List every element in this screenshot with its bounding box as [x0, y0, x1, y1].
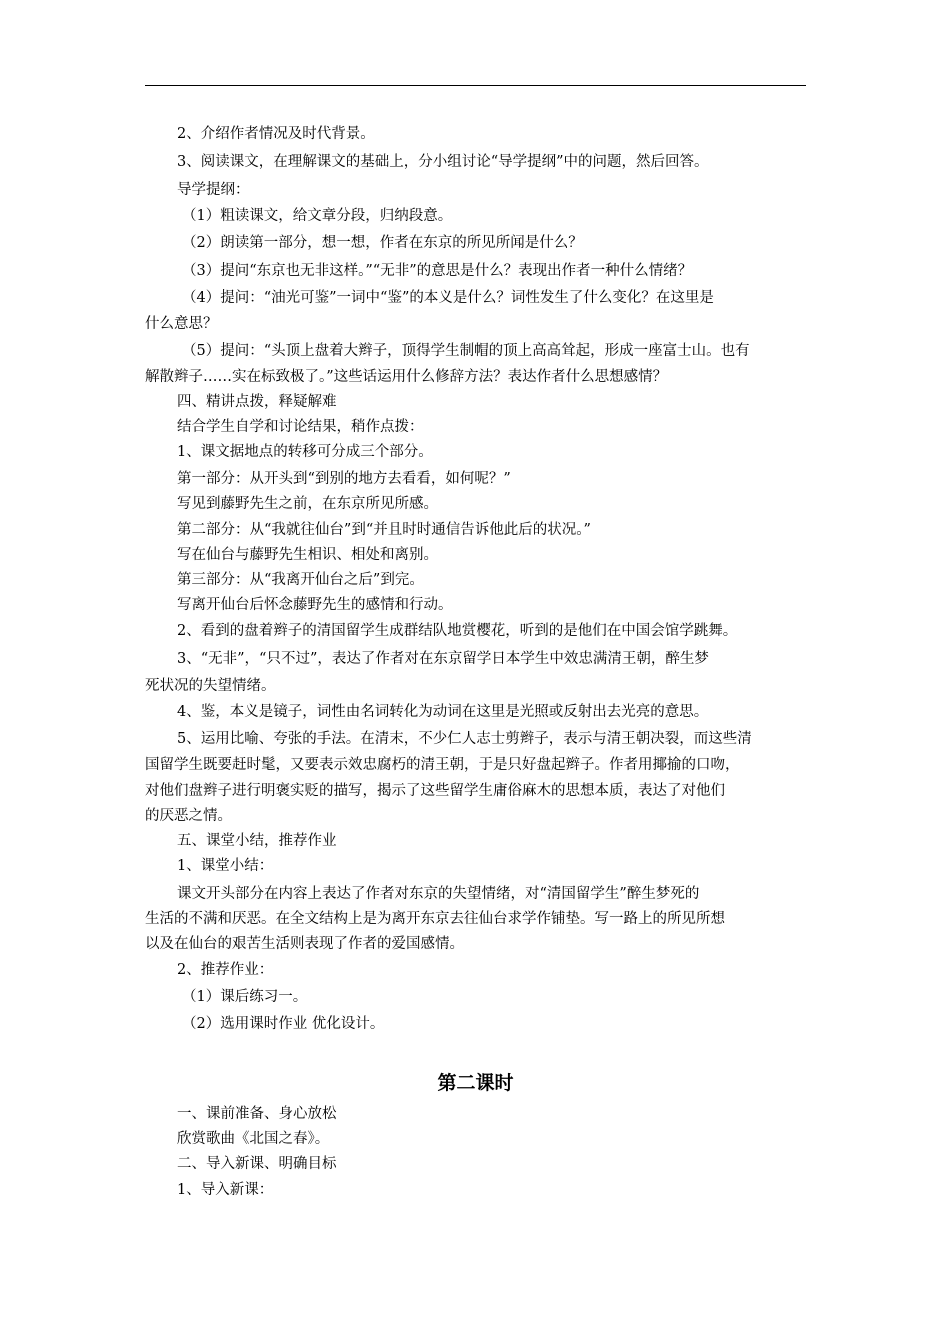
section-heading: 第二课时: [437, 1072, 514, 1094]
text-line: （1）课后练习一。: [182, 989, 308, 1005]
text-line: 写在仙台与藤野先生相识、相处和离别。: [177, 547, 438, 563]
text-line: 死状况的失望情绪。: [145, 678, 276, 694]
text-line: 四、精讲点拨，释疑解难: [177, 394, 337, 410]
text-line: 一、课前准备、身心放松: [177, 1106, 337, 1122]
text-line: 2、推荐作业：: [177, 962, 274, 978]
text-line: 第三部分：从“我离开仙台之后”到完。: [177, 572, 424, 588]
header-rule: [145, 85, 806, 86]
text-line: 2、看到的盘着辫子的清国留学生成群结队地赏樱花，听到的是他们在中国会馆学跳舞。: [177, 623, 738, 639]
text-line: 以及在仙台的艰苦生活则表现了作者的爱国感情。: [145, 936, 464, 952]
text-line: 二、导入新课、明确目标: [177, 1156, 337, 1172]
text-line: 欣赏歌曲《北国之春》。: [177, 1131, 330, 1147]
text-line: 生活的不满和厌恶。在全文结构上是为离开东京去往仙台求学作铺垫。写一路上的所见所想: [145, 911, 725, 927]
text-line: 解散辫子……实在标致极了。”这些话运用什么修辞方法？表达作者什么思想感情？: [145, 369, 668, 385]
text-line: 写离开仙台后怀念藤野先生的感情和行动。: [177, 597, 453, 613]
text-line: 4、鉴，本义是镜子，词性由名词转化为动词在这里是光照或反射出去光亮的意思。: [177, 704, 709, 720]
text-line: （1）粗读课文，给文章分段，归纳段意。: [182, 208, 453, 224]
text-line: 1、导入新课：: [177, 1182, 274, 1198]
text-line: （2）朗读第一部分，想一想，作者在东京的所见所闻是什么？: [182, 235, 583, 251]
text-line: 导学提纲：: [177, 182, 250, 198]
text-line: 结合学生自学和讨论结果，稍作点拨：: [177, 419, 424, 435]
text-line: 3、“无非”，“只不过”，表达了作者对在东京留学日本学生中效忠满清王朝，醉生梦: [177, 651, 709, 667]
text-line: 1、课文据地点的转移可分成三个部分。: [177, 444, 433, 460]
text-line: （3）提问“东京也无非这样。”“无非”的意思是什么？表现出作者一种什么情绪？: [182, 263, 693, 279]
text-line: 5、运用比喻、夸张的手法。在清末，不少仁人志士剪辫子，表示与清王朝决裂，而这些清: [177, 731, 752, 747]
text-line: 国留学生既要赶时髦，又要表示效忠腐朽的清王朝，于是只好盘起辫子。作者用揶揄的口吻，: [145, 757, 740, 773]
text-line: 2、介绍作者情况及时代背景。: [177, 126, 375, 142]
text-line: （5）提问：“头顶上盘着大辫子，顶得学生制帽的顶上高高耸起，形成一座富士山。也有: [182, 343, 750, 359]
text-line: 对他们盘辫子进行明褒实贬的描写，揭示了这些留学生庸俗麻木的思想本质，表达了对他们: [145, 783, 725, 799]
text-line: 课文开头部分在内容上表达了作者对东京的失望情绪，对“清国留学生”醉生梦死的: [177, 886, 700, 902]
text-line: 什么意思？: [145, 316, 218, 332]
text-line: 五、课堂小结，推荐作业: [177, 833, 337, 849]
text-line: （4）提问：“油光可鉴”一词中“鉴”的本义是什么？词性发生了什么变化？在这里是: [182, 290, 714, 306]
text-line: 写见到藤野先生之前，在东京所见所感。: [177, 496, 438, 512]
text-line: 的厌恶之情。: [145, 808, 232, 824]
text-line: 1、课堂小结：: [177, 858, 274, 874]
text-line: 3、阅读课文，在理解课文的基础上，分小组讨论“导学提纲”中的问题，然后回答。: [177, 154, 709, 170]
text-line: 第一部分：从开头到“到别的地方去看看，如何呢？”: [177, 471, 511, 487]
text-line: 第二部分：从“我就往仙台”到“并且时时通信告诉他此后的状况。”: [177, 522, 591, 538]
text-line: （2）选用课时作业 优化设计。: [182, 1016, 385, 1032]
